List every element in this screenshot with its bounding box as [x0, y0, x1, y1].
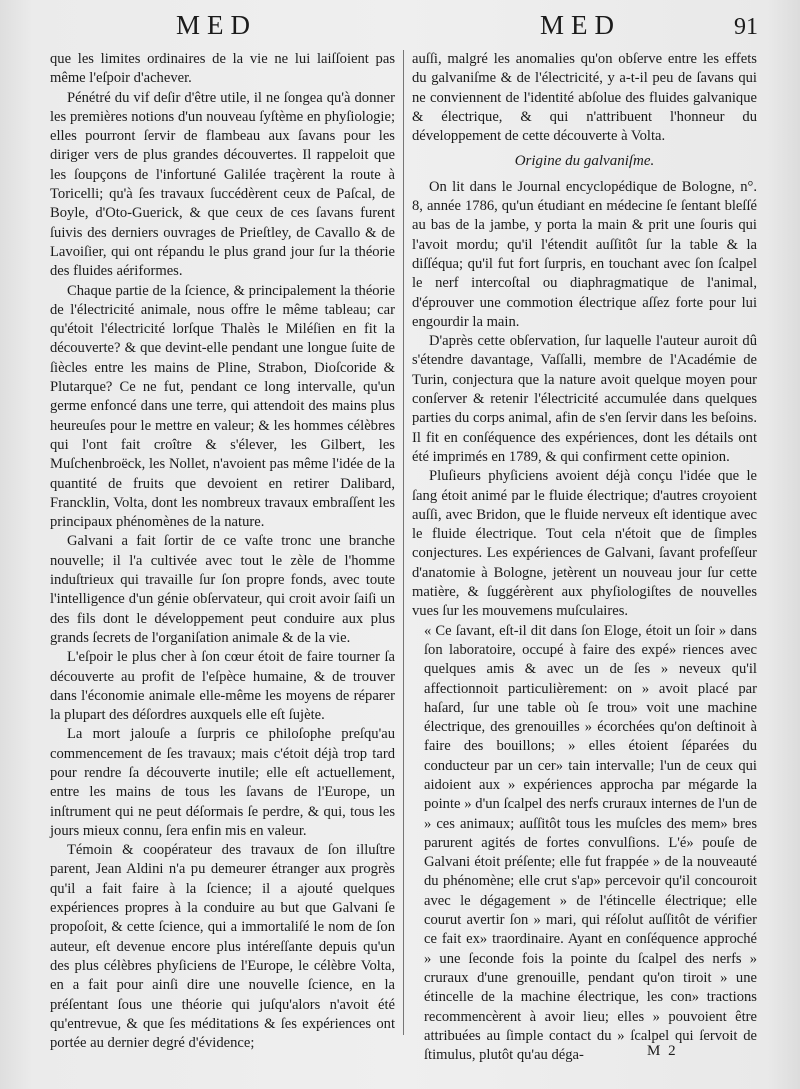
section-title: Origine du galvaniſme. — [514, 153, 655, 170]
right-column — [412, 50, 757, 1065]
quotation-paragraph: « Ce ſavant, eſt-il dit dans ſon Eloge, étoit un ſoir » dans ſon laboratoire, occupé à faire des expé» riences avec quelques amis & avec un de ſes » neveux qu'il affectionnoit particulièrement: on » avoit placé par haſard, ſur une table où ſe trou» voit une machine électrique, des grenouilles » écorchées qu'on deſtinoit à faire des bouillons; » elles étoient ſéparées du conducteur par un cer» tain intervalle; l'un de ceux qui aidoient aux » expériences approcha par mégarde la pointe » d'un ſcalpel des nerfs cruraux internes de l'un de » ces animaux; auſſitôt tous les muſcles des mem» bres parurent agités de fortes convulſions. L'é» pouſe de Galvani étoit préſente; elle fut frappée » de la nouveauté du phénomène; elle crut s'ap» percevoir qu'il concouroit avec le dégagement » de l'étincelle électrique; elle courut avertir ſon » mari, qui réſolut auſſitôt de vérifier ce fait ex» traordinaire. Ayant en conſéquence approché » une ſeconde fois la pointe du ſcalpel des nerfs » cruraux d'une grenouille, pendant qu'on tiroit » une étincelle de la machine électrique, les con» tractions recommencèrent à avoir lieu; elles » pouvoient être attribuées au ſimple contact du » ſcalpel qui ſervoit de ſtimulus, plutôt qu'au déga- — [424, 622, 757, 1064]
running-header — [0, 4, 800, 46]
column-divider — [403, 50, 404, 1035]
paragraph: Galvani a fait ſortir de ce vaſte tronc une branche nouvelle; il l'a cultivée avec tout le zèle de l'homme induſtrieux qui travaille ſur ſon propre fonds, avec toute l'intelligence d'un génie obſervateur, qui croit avoir ſaiſi un des fils dont le développement peut conduire aux plus grands ſecrets de l'organiſation animale & de la vie. — [50, 533, 395, 646]
header-right-word: MED — [540, 10, 621, 40]
paragraph: On lit dans le Journal encyclopédique de Bologne, n°. 8, année 1786, qu'un étudiant en médecine ſe ſentant bleſſé au bas de la jambe, y porta la main & prit une ſouris qui l'avoit mordu; qu'il l'étendit auſſitôt ſur la table & la diſſéqua; qu'il fut fort ſurpris, en touchant avec ſon ſcalpel le nerf intercoſtal ou diaphragmatique de l'animal, d'éprouver une commotion électrique aſſez forte pour lui engourdir la main. — [412, 178, 757, 330]
paragraph: La mort jalouſe a ſurpris ce philoſophe preſqu'au commencement de ſes travaux; mais c'étoit déjà trop tard pour rendre ſa découverte inutile; elle eſt actuellement, entre les mains de tous les ſavans de l'Europe, un inſtrument qui ne peut déſormais ſe perdre, & qui, tous les jours mieux connu, ſera enfin mis en valeur. — [50, 726, 395, 839]
paragraph: auſſi, malgré les anomalies qu'on obſerve entre les effets du galvaniſme & de l'électricité, y a-t-il peu de ſavans qui ne conviennent de l'identité abſolue des fluides galvanique & électrique, & qui n'attribuent l'honneur du développement de cette découverte à Volta. — [412, 51, 757, 145]
paragraph: Chaque partie de la ſcience, & principalement la théorie de l'électricité animale, nous offre le même tableau; car qu'étoit l'électricité lorſque Thalès le Miléſien en fit la découverte? & que devint-elle pendant une longue ſuite de ſiècles entre les mains de Pline, Strabon, Dioſcoride & Plutarque? Ce ne fut, pendant ce long intervalle, qu'un germe enfoncé dans une terre, qui attendoit des mains plus heureuſes pour le mettre en valeur; & les hommes célèbres qui l'ont fait croître & s'élever, les Gilbert, les Muſchenbroëck, les Nollet, n'avoient pas même l'idée de la quantité de fruits que devoient en retirer Dalibard, Francklin, Volta, dont les nombreux travaux embraſſent les principaux phénomènes de la nature. — [50, 282, 395, 531]
paragraph: L'eſpoir le plus cher à ſon cœur étoit de faire tourner ſa découverte au profit de l'eſpèce humaine, & de trouver dans l'économie animale elle-même les moyens de réparer la plupart des déſordres auxquels elle eſt ſujète. — [50, 649, 395, 724]
paragraph: Pénétré du vif deſir d'être utile, il ne ſongea qu'à donner les premières notions d'un nouveau ſyſtème en phyſiologie; elles pourront ſervir de flambeau aux ſavans pour les diriger vers de plus grandes découvertes. Il rappeloit que les ſoupçons de l'infortuné Galilée traçèrent la route à Toricelli; qu'à ſes travaux ſuccédèrent ceux de Paſcal, de Boyle, d'Oto-Guerick, & que ceux de ces ſavans furent ſuivis des derniers ouvrages de Prieſtley, de Cavallo & de Lavoiſier, qui ont répandu le plus grand jour ſur la théorie des fluides aériformes. — [50, 89, 395, 280]
left-column — [50, 50, 395, 1053]
header-left-word: MED — [176, 10, 257, 40]
paragraph: Pluſieurs phyſiciens avoient déjà conçu l'idée que le ſang étoit animé par le fluide électrique; d'autres croyoient auſſi, avec Bridon, que le fluide nerveux eſt identique avec le fluide électrique. Tout cela n'étoit que de ſimples conjectures. Les expériences de Galvani, ſavant profeſſeur d'anatomie à Bologne, jetèrent un nouveau jour ſur cette matière, & ſuggérèrent aux phyſiologiſtes de nouvelles vues ſur les mouvemens muſculaires. — [412, 468, 757, 620]
paragraph: Témoin & coopérateur des travaux de ſon illuſtre parent, Jean Aldini n'a pu demeurer étranger aux progrès qu'il a fait faire à la ſcience; il a ajouté quelques expériences propres à la conduire au but que Galvani ſe propoſoit, & cette ſcience, qui a immortaliſé le nom de ſon auteur, eſt devenue encore plus intéreſſante depuis qu'un des plus célèbres phyſiciens de l'Europe, le célèbre Volta, en a fait pour ainſi dire une nouvelle ſcience, en la préſentant ſous une théorie qui juſqu'alors n'avoit été qu'entrevue, & que ſes méditations & ſes expériences ont portée au dernier degré d'évidence; — [50, 842, 395, 1052]
page-number: 91 — [734, 14, 758, 40]
signature-mark: M 2 — [647, 1043, 678, 1059]
paragraph: que les limites ordinaires de la vie ne lui laiſſoient pas même l'eſpoir d'achever. — [50, 51, 395, 87]
paragraph: D'après cette obſervation, ſur laquelle l'auteur auroit dû s'étendre davantage, Vaſſalli, membre de l'Académie de Turin, conjectura que la nature avoit quelque moyen pour conſerver & retenir l'électricité accumulée dans quelques parties du corps animal, afin de s'en ſervir dans les beſoins. Il fit en conſéquence des expériences, dont les détails ont été imprimés en 1789, & qui confirment cette opinion. — [412, 333, 757, 465]
